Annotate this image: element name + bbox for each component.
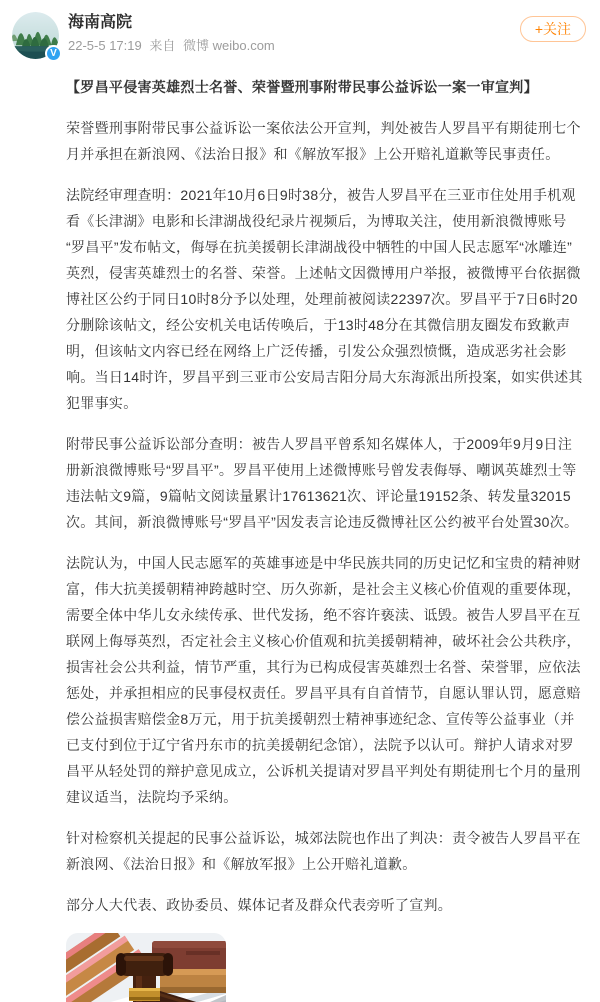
follow-button[interactable]: +关注 (520, 16, 586, 42)
post-title: 【罗昌平侵害英雄烈士名誉、荣誉暨刑事附带民事公益诉讼一案一审宣判】 (66, 79, 538, 95)
verified-badge-icon: V (45, 45, 62, 62)
avatar[interactable] (12, 12, 59, 59)
post-paragraph: 法院经审理查明：2021年10月6日9时38分，被告人罗昌平在三亚市住处用手机观看《长津湖》电影和长津湖战役纪录片视频后，为博取关注，使用新浪微博账号“罗昌平”发布帖文，侮辱在抗美援朝长津湖战役中牺牲的中国人民志愿军“冰雕连”英烈，侵害英雄烈士的名誉、荣誉。上述帖文因微博用户举报，被微博平台依据微博社区公约于同日10时8分予以处理，处理前被阅读22397次。罗昌平于7日6时20分删除该帖文，经公安机关电话传唤后，于13时48分在其微信朋友圈发布致歉声明，但该帖文内容已经在网络上广泛传播，引发公众强烈愤慨，造成恶劣社会影响。当日14时许，罗昌平到三亚市公安局吉阳分局大东海派出所投案，如实供述其犯罪事实。 (66, 187, 583, 411)
post-content (0, 62, 600, 1002)
post-paragraph: 法院认为，中国人民志愿军的英雄事迹是中华民族共同的历史记忆和宝贵的精神财富，伟大抗美援朝精神跨越时空、历久弥新，是社会主义核心价值观的重要体现，需要全体中华儿女永续传承、世代发扬，绝不容许亵渎、诋毁。被告人罗昌平在互联网上侮辱英烈，否定社会主义核心价值观和抗美援朝精神，破坏社会公共秩序，损害社会公共利益，情节严重，其行为已构成侵害英雄烈士名誉、荣誉罪，应依法惩处，并承担相应的民事侵权责任。罗昌平具有自首情节，自愿认罪认罚，愿意赔偿公益损害赔偿金8万元，用于抗美援朝烈士精神事迹纪念、宣传等公益事业（并已支付到位于辽宁省丹东市的抗美援朝纪念馆），法院予以认可。辩护人请求对罗昌平从轻处罚的辩护意见成立，公诉机关提请对罗昌平判处有期徒刑七个月的量刑建议适当，法院均予采纳。 (66, 555, 581, 805)
source-link[interactable]: 微博 weibo.com (183, 38, 275, 53)
post-paragraph: 部分人大代表、政协委员、媒体记者及群众代表旁听了宣判。 (66, 897, 453, 913)
post-paragraph: 针对检察机关提起的民事公益诉讼，城郊法院也作出了判决：责令被告人罗昌平在新浪网、《法治日报》和《解放军报》上公开赔礼道歉。 (66, 830, 581, 872)
header-meta (68, 13, 279, 54)
post-header (0, 0, 600, 62)
post-body (66, 115, 584, 918)
username[interactable]: 海南高院 (68, 14, 133, 31)
gavel-photo-image (66, 933, 226, 1002)
timestamp[interactable]: 22-5-5 17:19 (68, 38, 142, 53)
post-paragraph: 附带民事公益诉讼部分查明：被告人罗昌平曾系知名媒体人，于2009年9月9日注册新浪微博账号“罗昌平”。罗昌平使用上述微博账号曾发表侮辱、嘲讽英雄烈士等违法帖文9篇，9篇帖文阅读量累计17613621次、评论量19152条、转发量32015次。其间，新浪微博账号“罗昌平”因发表言论违反微博社区公约被平台处置30次。 (66, 436, 579, 530)
post-paragraph: 荣誉暨刑事附带民事公益诉讼一案依法公开宣判，判处被告人罗昌平有期徒刑七个月并承担在新浪网、《法治日报》和《解放军报》上公开赔礼道歉等民事责任。 (66, 120, 581, 162)
gavel-photo[interactable] (66, 933, 226, 1002)
source-prefix-label: 来自 (149, 38, 176, 53)
post-meta-line (68, 38, 279, 54)
